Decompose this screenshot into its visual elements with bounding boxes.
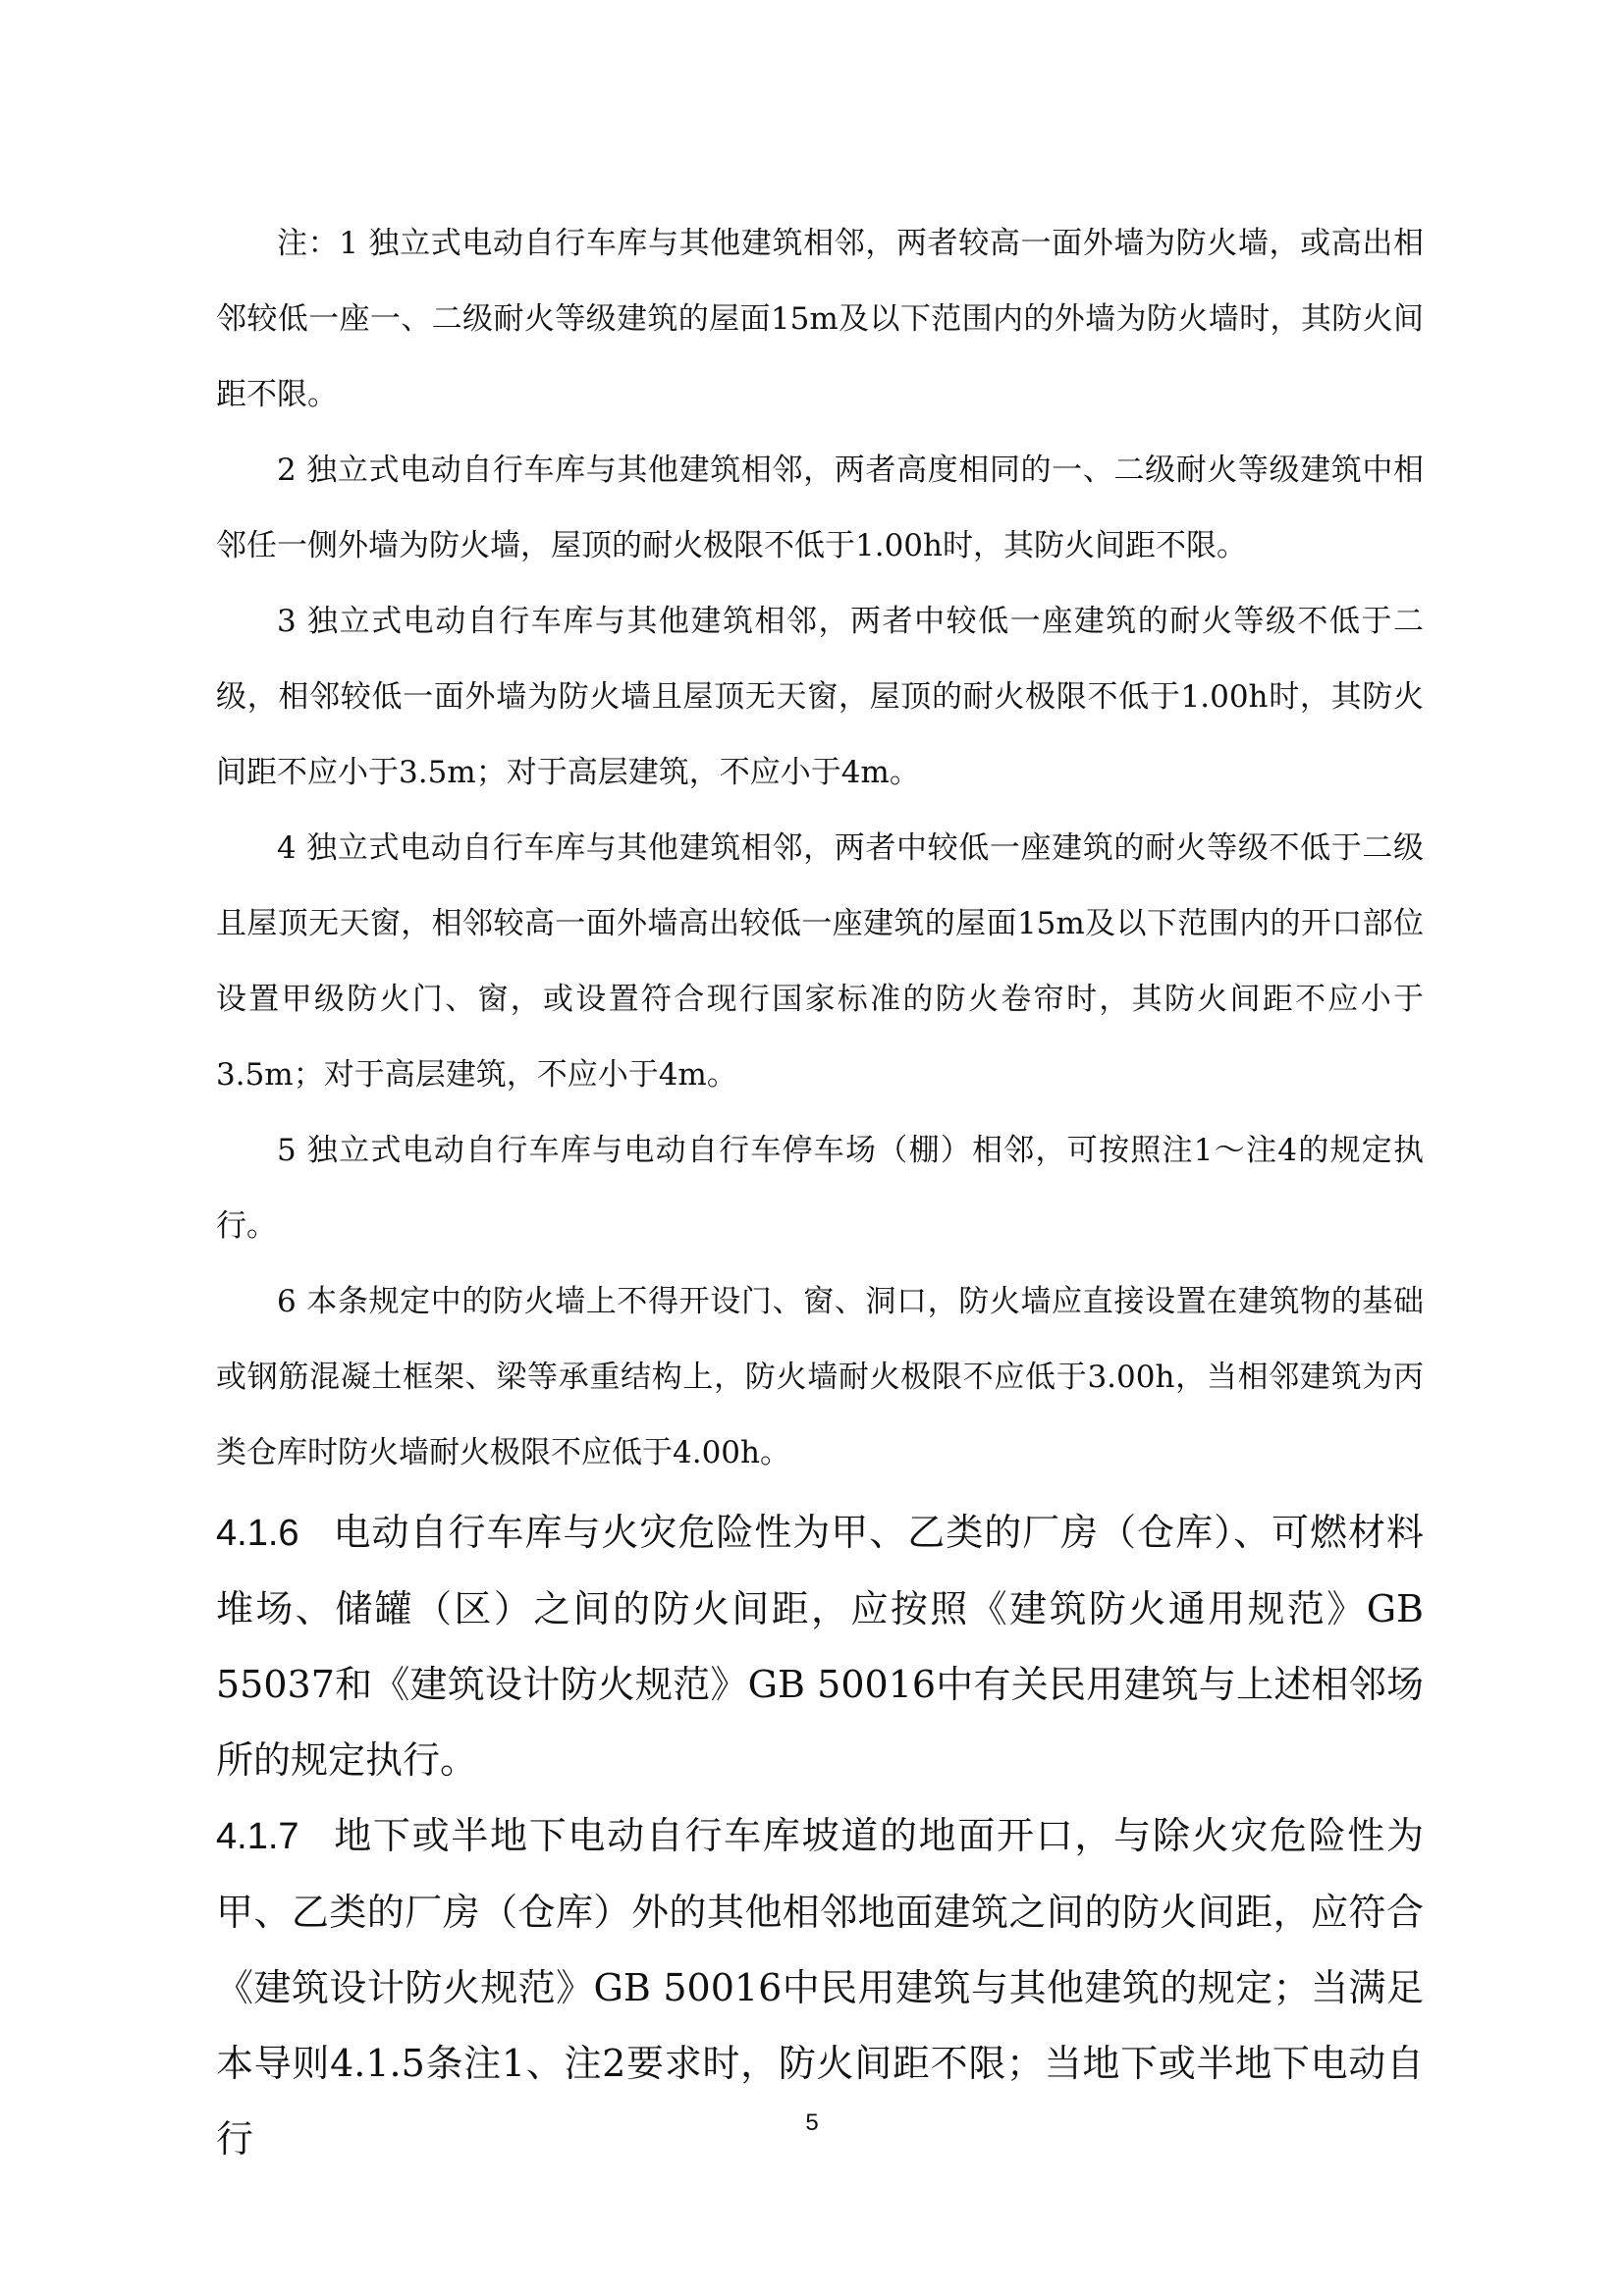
clause-number: 4.1.6	[216, 1513, 299, 1554]
note-5: 5 独立式电动自行车库与电动自行车停车场（棚）相邻，可按照注1～注4的规定执行。	[216, 1133, 1424, 1244]
note-6: 6 本条规定中的防火墙上不得开设门、窗、洞口，防火墙应直接设置在建筑物的基础或钢筋混凝土框架、梁等承重结构上，防火墙耐火极限不应低于3.00h，当相邻建筑为丙类仓库时防火墙耐火极限不应低于4.00h。	[216, 1284, 1424, 1470]
clause-number: 4.1.7	[216, 1816, 299, 1857]
clause-text: 电动自行车库与火灾危险性为甲、乙类的厂房（仓库）、可燃材料堆场、储罐（区）之间的防火间距，应按照《建筑防火通用规范》GB 55037和《建筑设计防火规范》GB 50016中有关民用建筑与上述相邻场所的规定执行。	[216, 1511, 1424, 1782]
note-2: 2 独立式电动自行车库与其他建筑相邻，两者高度相同的一、二级耐火等级建筑中相邻任一侧外墙为防火墙，屋顶的耐火极限不低于1.00h时，其防火间距不限。	[216, 453, 1424, 563]
page-body	[216, 206, 1424, 2177]
clause-text: 地下或半地下电动自行车库坡道的地面开口，与除火灾危险性为甲、乙类的厂房（仓库）外的其他相邻地面建筑之间的防火间距，应符合《建筑设计防火规范》GB 50016中民用建筑与其他建筑的规定；当满足本导则4.1.5条注1、注2要求时，防火间距不限；当地下或半地下电动自行	[216, 1814, 1424, 2161]
note-3: 3 独立式电动自行车库与其他建筑相邻，两者中较低一座建筑的耐火等级不低于二级，相邻较低一面外墙为防火墙且屋顶无天窗，屋顶的耐火极限不低于1.00h时，其防火间距不应小于3.5m；对于高层建筑，不应小于4m。	[216, 604, 1424, 790]
clause-4-1-6	[216, 1495, 1424, 1798]
note-1: 注：1 独立式电动自行车库与其他建筑相邻，两者较高一面外墙为防火墙，或高出相邻较低一座一、二级耐火等级建筑的屋面15m及以下范围内的外墙为防火墙时，其防火间距不限。	[216, 226, 1424, 412]
page-number: 5	[805, 2109, 819, 2136]
note-4: 4 独立式电动自行车库与其他建筑相邻，两者中较低一座建筑的耐火等级不低于二级且屋顶无天窗，相邻较高一面外墙高出较低一座建筑的屋面15m及以下范围内的开口部位设置甲级防火门、窗，或设置符合现行国家标准的防火卷帘时，其防火间距不应小于3.5m；对于高层建筑，不应小于4m。	[216, 830, 1424, 1093]
